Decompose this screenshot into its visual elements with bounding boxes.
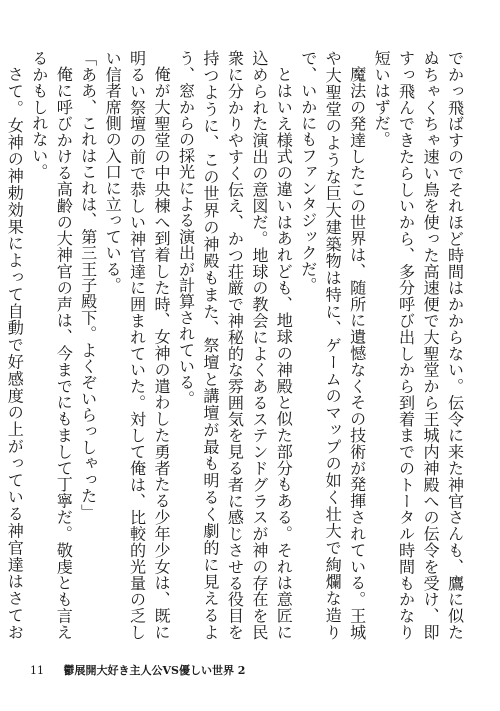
body-text <box>4 50 466 640</box>
paragraph-3: とはいえ様式の違いはあれども、地球の神殿と似た部分もある。それは意匠に込められた演出の意図だ。地球の教会によくあるステンドグラスが神の存在を民衆に分かりやすく伝え、かつ荘厳で神秘的な雰囲気を見る者に感じさせる役目を持つように、この世界の神殿もまた、祭壇と講壇が最も明るく劇的に見えるよう、窓からの採光による演出が計算されている。 <box>176 50 293 640</box>
paragraph-2: 魔法の発達したこの世界は、随所に遺憾なくその技術が発揮されている。王城や大聖堂のような巨大建築物は特に、ゲームのマップの如く壮大で絢爛な造りで、いかにもファンタジックだ。 <box>298 50 367 640</box>
dialog-line: 「ああ、これはこれは、第三王子殿下。よくぞいらっしゃった」 <box>78 50 98 520</box>
book-title: 鬱展開大好き主人公VS優しい世界 2 <box>63 664 246 677</box>
paragraph-5: 俺に呼びかける高齢の大神官の声は、今までにもまして丁寧だ。敬虔とも言えるかもしれない。 <box>29 50 73 640</box>
page-footer <box>30 662 245 678</box>
paragraph-1: でかっ飛ばすのでそれほど時間はかからない。伝令に来た神官さんも、鷹に似たぬちゃくちゃ速い鳥を使った高速便で大聖堂から王城内神殿への伝令を受け、即すっ飛んできたらしいから、多分呼び出しから到着までのトータル時間もかなり短いはずだ。 <box>371 50 464 640</box>
page-number: 11 <box>30 664 44 677</box>
paragraph-6: さて。女神の神勅効果によって自動で好感度の上がっている神官達はさてお <box>4 66 24 640</box>
paragraph-4: 俺が大聖堂の中央棟へ到着した時、女神の遣わした勇者たる少年少女は、既に明るい祭壇の前で恭しい神官達に囲まれていた。対して俺は、比較的光量の乏しい信者席側の入口に立っている。 <box>102 50 171 640</box>
